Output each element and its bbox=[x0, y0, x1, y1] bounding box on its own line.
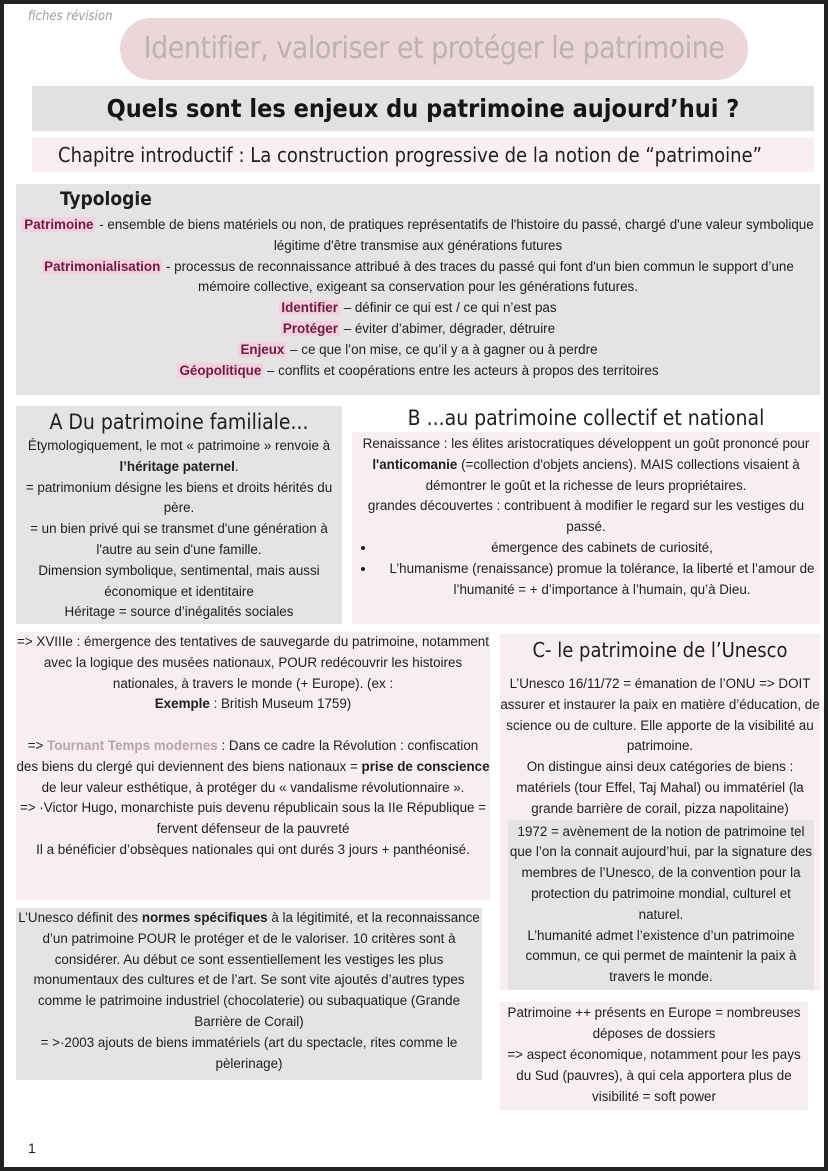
typology-section bbox=[16, 184, 820, 395]
xviii-text: : Dans ce cadre la Révolution : confiscation des biens du clergé qui deviennent des biens nationaux = bbox=[16, 737, 479, 774]
definition-proteger bbox=[16, 319, 820, 340]
section-a-line: = patrimonium désigne les biens et droits hérités du père. bbox=[25, 479, 333, 516]
definition-patrimonialisation bbox=[16, 257, 820, 299]
xviii-text: => bbox=[27, 737, 48, 753]
section-c-paragraph-3: 1972 = avènement de la notion de patrimoine tel que l’on la connait aujourd’hui, par la signature des membres de l’Unesco, de la convention pour la protection du patrimoine mondial, culturel et naturel. bbox=[509, 823, 813, 922]
xviii-example-label: Exemple bbox=[154, 696, 210, 712]
section-a-line: Héritage = source d’inégalités sociales bbox=[64, 604, 294, 620]
normes-bold: normes spécifiques bbox=[141, 910, 268, 925]
term-patrimonialisation: Patrimonialisation bbox=[44, 258, 161, 274]
definition-text: – éviter d’abimer, dégrader, détruire bbox=[339, 320, 556, 336]
section-a-line: = un bien privé qui se transmet d'une génération à l'autre au sein d'une famille. bbox=[30, 521, 328, 557]
header-tag: fiches révision bbox=[28, 9, 113, 24]
europe-text-2: => aspect économique, notamment pour les pays du Sud (pauvres), à qui cela apportera plus de visibilité = soft power bbox=[507, 1047, 801, 1104]
xviii-text: => XVIIIe : émergence des tentatives de sauvegarde du patrimoine, notamment avec la logique des musées nationaux, POUR redécouvrir les histoires nationales, à travers le monde (+ Europe). (ex : bbox=[17, 634, 489, 691]
term-enjeux: Enjeux bbox=[240, 341, 285, 357]
term-proteger: Protéger bbox=[282, 320, 338, 336]
section-b bbox=[352, 404, 820, 624]
definition-enjeux bbox=[16, 340, 820, 361]
list-item: • L’humanisme (renaissance) promue la tolérance, la liberté et l’amour de l’humanité = + d’importance à l’humain, qu’à Dieu. bbox=[376, 559, 820, 601]
section-b-text: (=collection d'objets anciens). MAIS collections visaient à démontrer le goût et la richesse de leurs propriétaires. bbox=[425, 456, 800, 493]
xviii-paragraph-1 bbox=[16, 632, 490, 715]
europe-text: Patrimoine ++ présents en Europe = nombreuses déposes de dossiers bbox=[507, 1005, 801, 1041]
definition-text: - ensemble de biens matériels ou non, de pratiques représentatifs de l'histoire du passé, chargé d'une valeur symbolique légitime d'être transmise aux générations futures bbox=[95, 217, 814, 253]
chapter-title: Chapitre introductif : La construction progressive de la notion de “patrimoine” bbox=[32, 138, 814, 172]
xviii-text: de leur valeur esthétique, à protéger du « vandalisme révolutionnaire ». bbox=[41, 779, 465, 795]
section-c-paragraph-1: L’Unesco 16/11/72 = émanation de l’ONU => DOIT assurer et instaurer la paix en matière d’éducation, de science ou de culture. Elle apporte de la visibilité au patrimoine. bbox=[500, 676, 820, 754]
normes-text: à la légitimité, et la reconnaissance d’un patrimoine POUR le protéger et de le valoriser. 10 critères sont à considérer. Au début ce sont essentiellement les vestiges les plus monumentaux des cultures et de l’art. Se sont vite ajoutés d’autres types comme le patrimoine industriel (chocolaterie) ou subaquatique (Grande Barrière de Corail) bbox=[33, 910, 480, 1029]
spacer bbox=[16, 715, 490, 736]
section-c bbox=[500, 634, 820, 990]
xviii-text: : British Museum 1759) bbox=[209, 696, 352, 712]
xviii-paragraph-4: Il a bénéficier d’obsèques nationales qui ont durés 3 jours + panthéonisé. bbox=[36, 841, 470, 857]
section-a-bold: l’héritage paternel bbox=[119, 458, 235, 474]
xviii-bold: prise de conscience bbox=[361, 758, 490, 774]
section-a-text: . bbox=[234, 458, 239, 474]
normes-text: L’Unesco définit des bbox=[18, 910, 142, 925]
term-geopolitique: Géopolitique bbox=[179, 362, 262, 378]
xviii-highlight: Tournant Temps modernes bbox=[47, 737, 218, 753]
section-a-etymology bbox=[16, 436, 342, 478]
definition-text: - processus de reconnaissance attribué à des traces du passé qui font d'un bien commun le support d’une mémoire collective, exigeant sa conservation pour les générations futures. bbox=[162, 258, 794, 295]
section-c-paragraph-2: On distingue ainsi deux catégories de biens : matériels (tour Effel, Taj Mahal) ou immatériel (la grande barrière de corail, pizza napolitaine) bbox=[516, 759, 804, 816]
section-c-inner bbox=[508, 820, 814, 990]
section-a-line: Dimension symbolique, sentimental, mais aussi économique et identitaire bbox=[38, 562, 320, 599]
typology-title: Typologie bbox=[60, 188, 152, 210]
section-b-decouvertes: grandes découvertes : contribuent à modifier le regard sur les vestiges du passé. bbox=[367, 498, 805, 535]
definition-text: – conflits et coopérations entre les acteurs à propos des territoires bbox=[263, 362, 659, 378]
list-item: • émergence des cabinets de curiosité, bbox=[376, 538, 820, 559]
section-b-list bbox=[352, 538, 820, 600]
definition-geopolitique bbox=[16, 361, 820, 382]
definition-text: – définir ce qui est / ce qui n’est pas bbox=[339, 300, 557, 316]
banner-title: Identifier, valoriser et protéger le patrimoine bbox=[120, 18, 748, 80]
term-identifier: Identifier bbox=[281, 300, 338, 316]
page-number: 1 bbox=[28, 1140, 36, 1156]
definition-patrimoine bbox=[16, 215, 820, 257]
definition-text: – ce que l’on mise, ce qu’il y a à gagner ou à perdre bbox=[286, 341, 598, 357]
term-patrimoine: Patrimoine bbox=[24, 217, 94, 232]
section-a-text: Étymologiquement, le mot « patrimoine » renvoie à bbox=[27, 438, 331, 453]
section-b-renaissance bbox=[352, 434, 820, 496]
section-europe bbox=[500, 1002, 808, 1110]
xviii-paragraph-2 bbox=[16, 736, 490, 798]
definition-identifier bbox=[16, 298, 820, 319]
xviii-paragraph-3: => ·Victor Hugo, monarchiste puis devenu républicain sous la IIe République = fervent défenseur de la pauvreté bbox=[19, 800, 487, 837]
section-b-text: Renaissance : les élites aristocratiques développent un goût prononcé pour bbox=[362, 436, 810, 451]
section-a-title: A Du patrimoine familiale... bbox=[49, 410, 309, 434]
section-normes bbox=[16, 908, 482, 1080]
section-a bbox=[16, 406, 342, 624]
section-c-paragraph-4: L’humanité admet l’existence d’un patrimoine commun, ce qui permet de maintenir la paix à travers le monde. bbox=[525, 927, 797, 985]
normes-paragraph-2: = >·2003 ajouts de biens immatériels (art du spectacle, rites comme le pèlerinage) bbox=[40, 1034, 458, 1071]
section-c-title: C- le patrimoine de l’Unesco bbox=[532, 638, 788, 662]
normes-paragraph bbox=[16, 908, 482, 1033]
section-xviii bbox=[16, 632, 490, 900]
section-b-title: B ...au patrimoine collectif et national bbox=[352, 404, 820, 432]
page-title: Quels sont les enjeux du patrimoine aujourd’hui ? bbox=[32, 86, 814, 131]
section-b-bold: l'anticomanie bbox=[372, 456, 458, 472]
